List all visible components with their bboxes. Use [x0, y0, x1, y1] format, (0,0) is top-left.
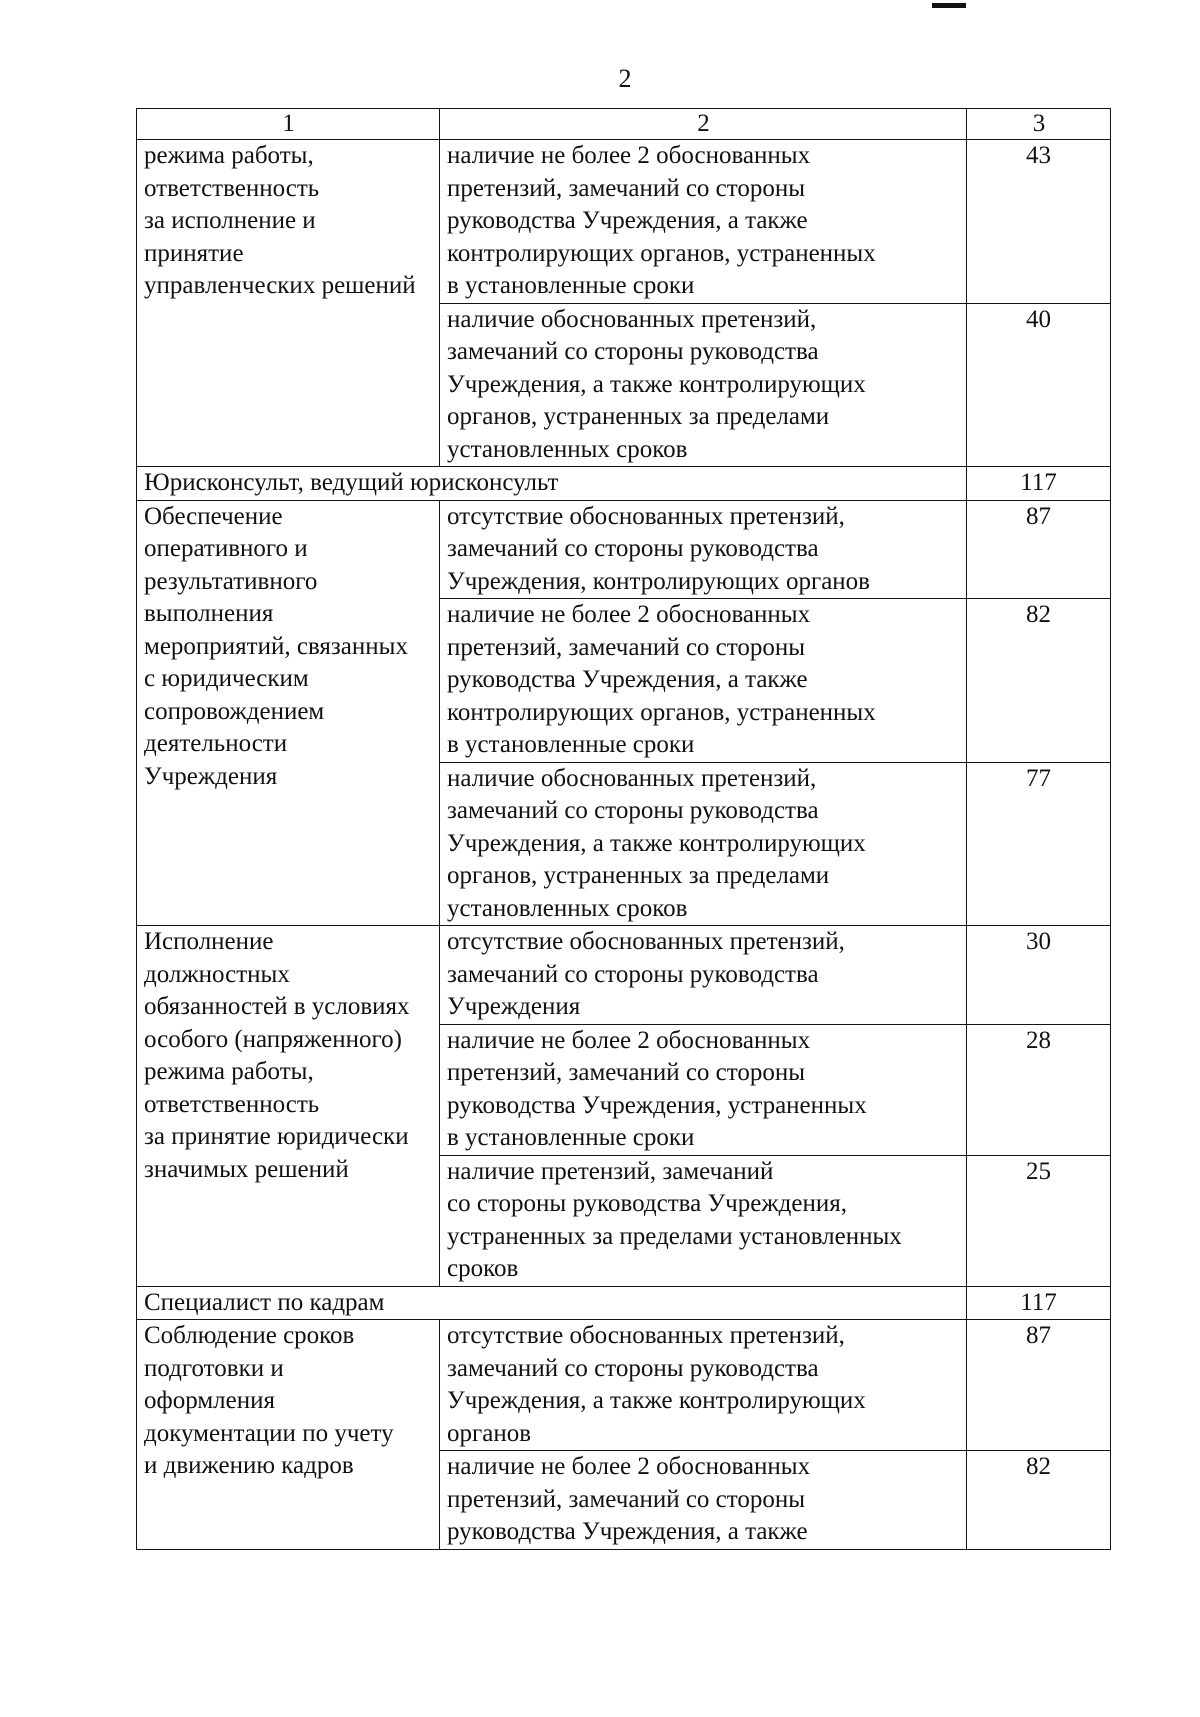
table-row — [137, 500, 1111, 599]
condition-cell: отсутствие обоснованных претензий, замечаний со стороны руководства Учреждения, контролирующих органов — [440, 500, 967, 599]
column-header-3: 3 — [967, 109, 1111, 140]
points-cell: 43 — [967, 140, 1111, 304]
points-cell: 82 — [967, 599, 1111, 763]
table-row — [137, 140, 1111, 304]
points-cell: 25 — [967, 1155, 1111, 1286]
column-header-2: 2 — [440, 109, 967, 140]
criterion-cell: Обеспечение оперативного и результативного выполнения мероприятий, связанных с юридическим сопровождением деятельности Учреждения — [137, 500, 440, 926]
scan-artifact-mark — [932, 3, 966, 8]
points-cell: 87 — [967, 1320, 1111, 1451]
points-cell: 82 — [967, 1451, 1111, 1550]
condition-cell: наличие не более 2 обоснованных претензий, замечаний со стороны руководства Учреждения, а также контролирующих органов, устраненных в установленные сроки — [440, 140, 967, 304]
section-header-row — [137, 467, 1111, 501]
condition-cell: отсутствие обоснованных претензий, замечаний со стороны руководства Учреждения, а также контролирующих органов — [440, 1320, 967, 1451]
points-cell: 77 — [967, 762, 1111, 926]
page-number: 2 — [618, 64, 632, 93]
section-total-hr: 117 — [967, 1286, 1111, 1320]
condition-cell: отсутствие обоснованных претензий, замечаний со стороны руководства Учреждения — [440, 926, 967, 1025]
condition-cell: наличие не более 2 обоснованных претензий, замечаний со стороны руководства Учреждения, а также — [440, 1451, 967, 1550]
criteria-table — [136, 108, 1111, 1550]
points-cell: 28 — [967, 1024, 1111, 1155]
column-header-1: 1 — [137, 109, 440, 140]
table-row — [137, 1320, 1111, 1451]
condition-cell: наличие претензий, замечаний со стороны руководства Учреждения, устраненных за пределами установленных сроков — [440, 1155, 967, 1286]
section-title-lawyer: Юрисконсульт, ведущий юрисконсульт — [137, 467, 967, 501]
section-header-row — [137, 1286, 1111, 1320]
condition-cell: наличие обоснованных претензий, замечаний со стороны руководства Учреждения, а также контролирующих органов, устраненных за пределами установленных сроков — [440, 762, 967, 926]
section-title-hr: Специалист по кадрам — [137, 1286, 967, 1320]
table-header-row — [137, 109, 1111, 140]
table-row — [137, 926, 1111, 1025]
section-total-lawyer: 117 — [967, 467, 1111, 501]
condition-cell: наличие не более 2 обоснованных претензий, замечаний со стороны руководства Учреждения, устраненных в установленные сроки — [440, 1024, 967, 1155]
condition-cell: наличие не более 2 обоснованных претензий, замечаний со стороны руководства Учреждения, а также контролирующих органов, устраненных в установленные сроки — [440, 599, 967, 763]
points-cell: 30 — [967, 926, 1111, 1025]
points-cell: 87 — [967, 500, 1111, 599]
criterion-cell: режима работы, ответственность за исполнение и принятие управленческих решений — [137, 140, 440, 467]
criterion-cell: Соблюдение сроков подготовки и оформления документации по учету и движению кадров — [137, 1320, 440, 1550]
points-cell: 40 — [967, 303, 1111, 467]
condition-cell: наличие обоснованных претензий, замечаний со стороны руководства Учреждения, а также контролирующих органов, устраненных за пределами установленных сроков — [440, 303, 967, 467]
criterion-cell: Исполнение должностных обязанностей в условиях особого (напряженного) режима работы, ответственность за принятие юридически значимых решений — [137, 926, 440, 1287]
